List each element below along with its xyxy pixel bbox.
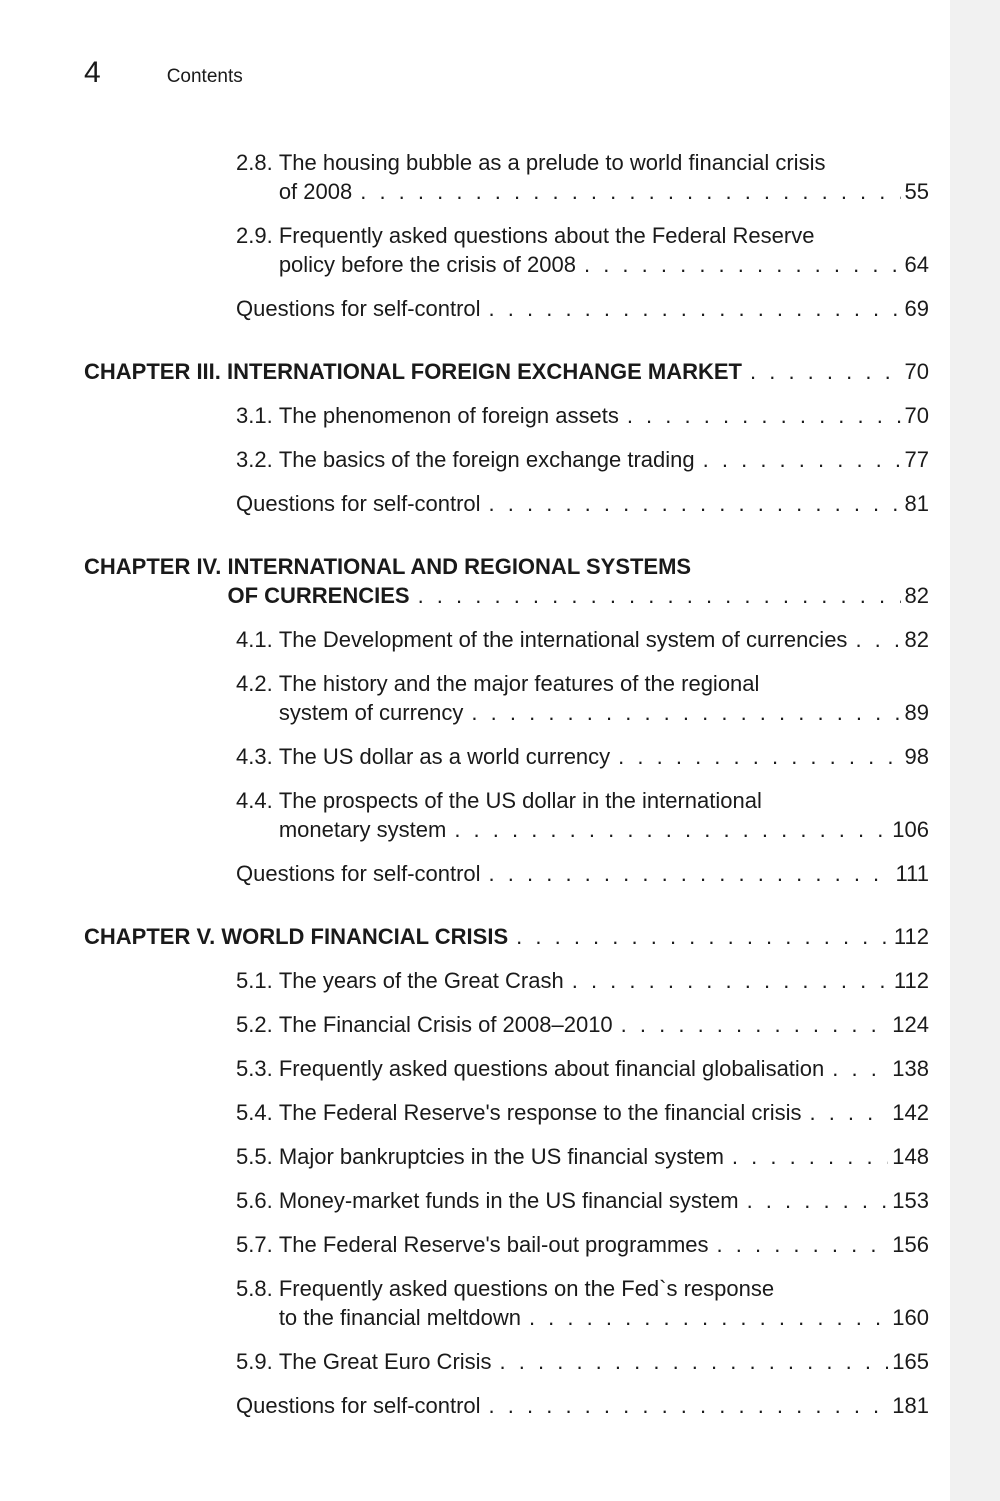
section-number: 5.6. xyxy=(236,1188,279,1213)
section-title-line-2: to the financial meltdown xyxy=(278,1305,521,1330)
section-number: 3.2. xyxy=(236,447,279,472)
chapter-title-line-2: OF CURRENCIES xyxy=(227,583,410,608)
section-title: Major bankruptcies in the US financial system xyxy=(278,1144,724,1169)
section-title: The basics of the foreign exchange trading xyxy=(278,447,695,472)
leader-dots xyxy=(832,1054,888,1083)
leader-dots xyxy=(750,357,901,386)
section-number: 3.1. xyxy=(236,403,279,428)
section-title-line-1: The history and the major features of the regional xyxy=(278,671,760,696)
section-title: Questions for self-control xyxy=(236,491,481,516)
section-number: 5.8. xyxy=(236,1276,279,1301)
leader-dots xyxy=(471,698,900,727)
page-ref: 124 xyxy=(892,1012,929,1037)
section-number: 4.4. xyxy=(236,788,279,813)
section-title-line-1: Frequently asked questions about the Federal Reserve xyxy=(278,223,815,248)
section-title: The Development of the international system of currencies xyxy=(278,627,848,652)
toc-entry-questions-ch2[interactable] xyxy=(84,294,929,323)
toc-entry-2-9[interactable] xyxy=(84,221,929,279)
section-number: 4.3. xyxy=(236,744,279,769)
leader-dots xyxy=(572,966,890,995)
section-number: 4.2. xyxy=(236,671,279,696)
toc-entry-5-8[interactable] xyxy=(84,1274,929,1332)
section-title: Frequently asked questions about financial globalisation xyxy=(278,1056,825,1081)
page-ref: 70 xyxy=(904,403,929,428)
toc-entry-5-9[interactable] xyxy=(84,1347,929,1376)
chapter-title: INTERNATIONAL FOREIGN EXCHANGE MARKET xyxy=(227,359,742,384)
leader-dots xyxy=(618,742,900,771)
page-ref: 138 xyxy=(892,1056,929,1081)
page-ref: 142 xyxy=(892,1100,929,1125)
page-edge-shadow xyxy=(950,0,1000,1501)
page-number: 4 xyxy=(84,56,101,89)
page-ref: 156 xyxy=(892,1232,929,1257)
section-title-line-2: policy before the crisis of 2008 xyxy=(278,252,576,277)
leader-dots xyxy=(489,489,901,518)
page-ref: 82 xyxy=(904,627,929,652)
section-title: The Financial Crisis of 2008–2010 xyxy=(278,1012,613,1037)
page-ref: 165 xyxy=(892,1349,929,1374)
section-title: The phenomenon of foreign assets xyxy=(278,403,619,428)
page-ref: 81 xyxy=(904,491,929,516)
toc-entry-5-2[interactable] xyxy=(84,1010,929,1039)
toc-entry-4-2[interactable] xyxy=(84,669,929,727)
section-number: 5.3. xyxy=(236,1056,279,1081)
chapter-title-line-1: INTERNATIONAL AND REGIONAL SYSTEMS xyxy=(227,554,692,579)
toc-chapter-5[interactable] xyxy=(84,922,929,951)
page-ref: 98 xyxy=(904,744,929,769)
chapter-title: WORLD FINANCIAL CRISIS xyxy=(221,924,509,949)
section-title-line-2: system of currency xyxy=(278,700,464,725)
section-title-line-1: The housing bubble as a prelude to world financial crisis xyxy=(278,150,826,175)
section-number: 5.5. xyxy=(236,1144,279,1169)
page-ref: 112 xyxy=(893,968,929,993)
toc-entry-4-4[interactable] xyxy=(84,786,929,844)
leader-dots xyxy=(516,922,890,951)
chapter-number: CHAPTER V. xyxy=(84,924,222,949)
section-title: Questions for self-control xyxy=(236,1393,481,1418)
toc-entry-3-2[interactable] xyxy=(84,445,929,474)
leader-dots xyxy=(584,250,901,279)
leader-dots xyxy=(454,815,888,844)
toc-entry-questions-ch5[interactable] xyxy=(84,1391,929,1420)
section-title: The Federal Reserve's response to the financial crisis xyxy=(278,1100,802,1125)
chapter-number: CHAPTER III. xyxy=(84,359,228,384)
toc-entry-questions-ch4[interactable] xyxy=(84,859,929,888)
toc-entry-questions-ch3[interactable] xyxy=(84,489,929,518)
section-number: 5.1. xyxy=(236,968,279,993)
section-title-line-2: of 2008 xyxy=(278,179,353,204)
section-number: 2.8. xyxy=(236,150,279,175)
page-ref: 64 xyxy=(904,252,929,277)
leader-dots xyxy=(529,1303,888,1332)
section-title-line-1: The prospects of the US dollar in the international xyxy=(278,788,762,813)
page-ref: 55 xyxy=(904,179,929,204)
leader-dots xyxy=(489,1391,889,1420)
page-ref: 181 xyxy=(892,1393,929,1418)
page-ref: 77 xyxy=(904,447,929,472)
section-title-line-1: Frequently asked questions on the Fed`s response xyxy=(278,1276,775,1301)
leader-dots xyxy=(621,1010,889,1039)
page-ref: 148 xyxy=(892,1144,929,1169)
section-number: 5.2. xyxy=(236,1012,279,1037)
toc-entry-3-1[interactable] xyxy=(84,401,929,430)
toc-chapter-4[interactable] xyxy=(84,552,929,610)
toc-entry-5-3[interactable] xyxy=(84,1054,929,1083)
page-ref: 153 xyxy=(892,1188,929,1213)
leader-dots xyxy=(627,401,901,430)
page-ref: 106 xyxy=(892,817,929,842)
page-ref: 82 xyxy=(904,583,929,608)
toc-entry-5-6[interactable] xyxy=(84,1186,929,1215)
toc-entry-5-1[interactable] xyxy=(84,966,929,995)
toc-entry-2-8[interactable] xyxy=(84,148,929,206)
page-ref: 111 xyxy=(895,861,929,886)
leader-dots xyxy=(500,1347,889,1376)
section-title: Questions for self-control xyxy=(236,861,481,886)
leader-dots xyxy=(717,1230,889,1259)
running-title: Contents xyxy=(166,66,243,87)
section-number: 5.4. xyxy=(236,1100,279,1125)
leader-dots xyxy=(489,294,901,323)
toc-chapter-3[interactable] xyxy=(84,357,929,386)
toc-entry-4-1[interactable] xyxy=(84,625,929,654)
leader-dots xyxy=(418,581,901,610)
page-ref: 69 xyxy=(904,296,929,321)
leader-dots xyxy=(360,177,900,206)
leader-dots xyxy=(809,1098,888,1127)
section-number: 5.9. xyxy=(236,1349,279,1374)
toc-entry-5-7[interactable] xyxy=(84,1230,929,1259)
page-header xyxy=(84,56,243,90)
section-title: The Great Euro Crisis xyxy=(278,1349,492,1374)
section-number: 5.7. xyxy=(236,1232,279,1257)
toc-entry-4-3[interactable] xyxy=(84,742,929,771)
leader-dots xyxy=(489,859,892,888)
chapter-number: CHAPTER IV. xyxy=(84,554,228,579)
page-ref: 70 xyxy=(904,359,929,384)
leader-dots xyxy=(732,1142,888,1171)
page-ref: 89 xyxy=(904,700,929,725)
section-number: 2.9. xyxy=(236,223,279,248)
toc-entry-5-4[interactable] xyxy=(84,1098,929,1127)
page-ref: 112 xyxy=(893,924,929,949)
table-of-contents xyxy=(84,148,929,1435)
section-number: 4.1. xyxy=(236,627,279,652)
section-title: Questions for self-control xyxy=(236,296,481,321)
section-title: The Federal Reserve's bail-out programmes xyxy=(278,1232,709,1257)
page-ref: 160 xyxy=(892,1305,929,1330)
section-title-line-2: monetary system xyxy=(278,817,447,842)
section-title: Money-market funds in the US financial system xyxy=(278,1188,739,1213)
toc-entry-5-5[interactable] xyxy=(84,1142,929,1171)
section-title: The years of the Great Crash xyxy=(278,968,564,993)
section-title: The US dollar as a world currency xyxy=(278,744,611,769)
leader-dots xyxy=(703,445,901,474)
leader-dots xyxy=(747,1186,889,1215)
leader-dots xyxy=(855,625,900,654)
